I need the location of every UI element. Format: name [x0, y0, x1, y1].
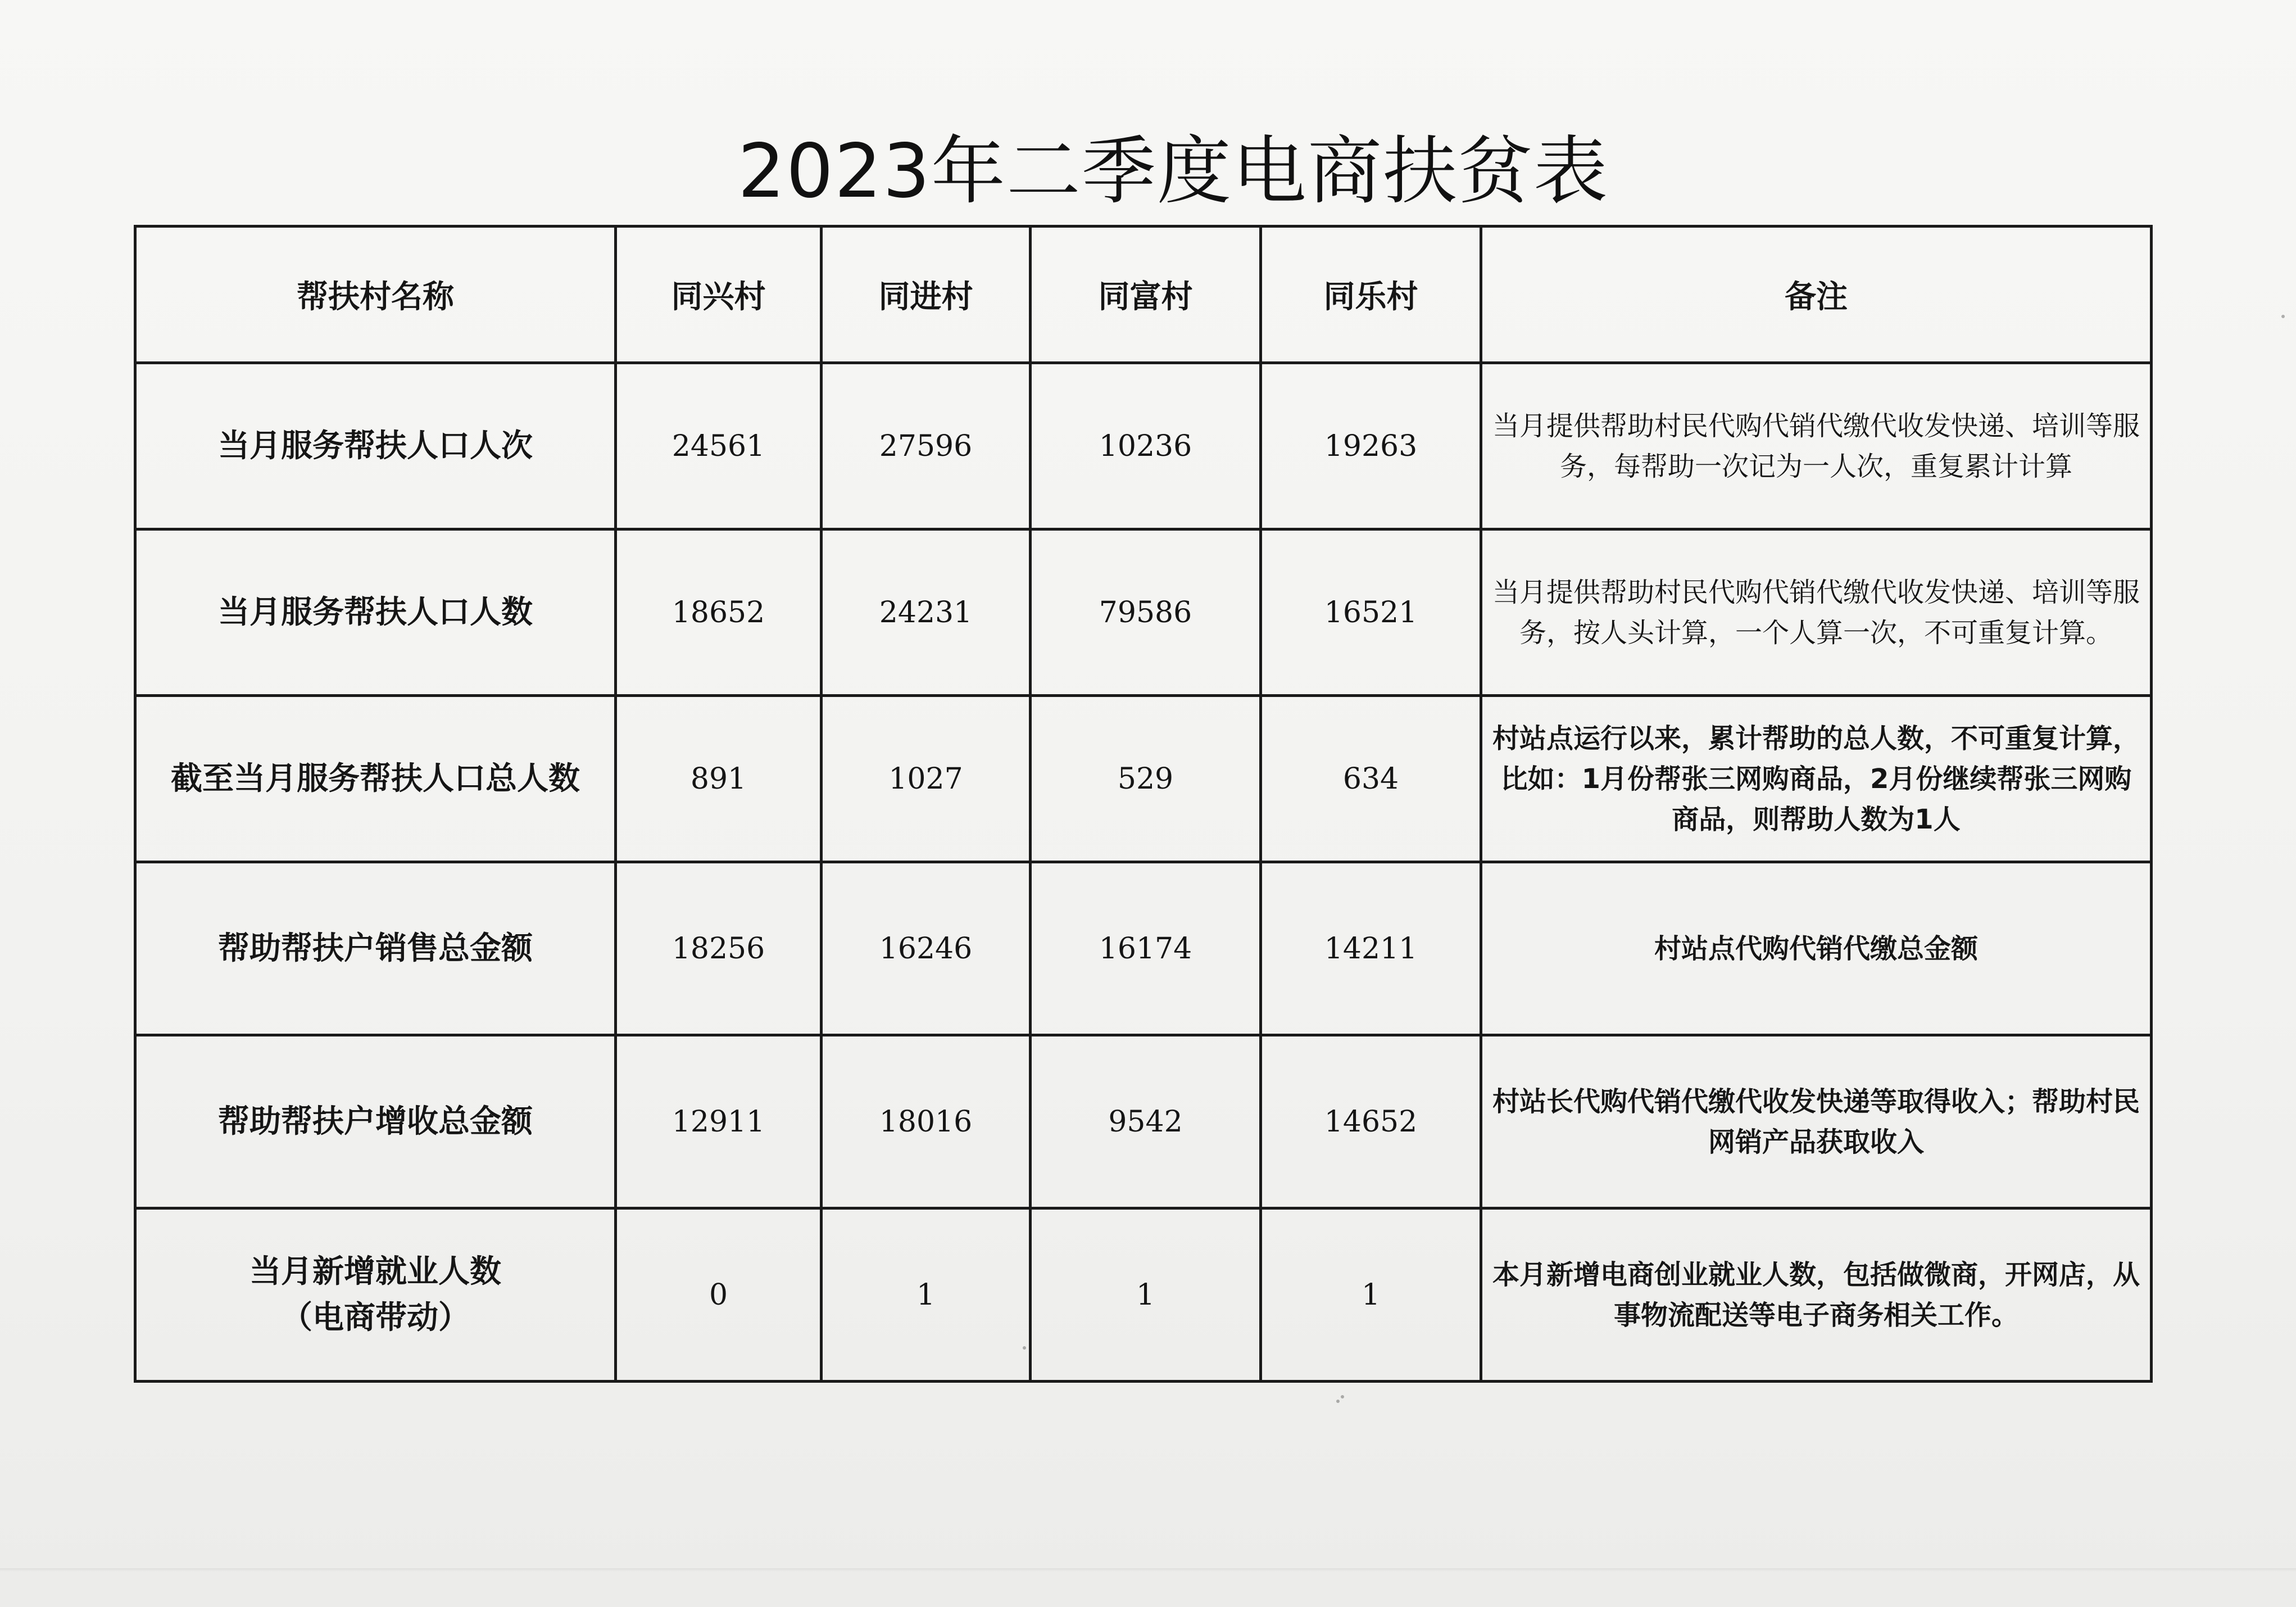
cell-value: 1: [822, 1208, 1031, 1382]
cell-value: 10236: [1031, 363, 1261, 529]
cell-note: 当月提供帮助村民代购代销代缴代收发快递、培训等服务，每帮助一次记为一人次，重复累计计算: [1481, 363, 2152, 529]
cell-value: 12911: [616, 1035, 822, 1208]
cell-value: 16174: [1031, 862, 1261, 1035]
cell-value: 16521: [1261, 529, 1481, 696]
cell-note: 村站长代购代销代缴代收发快递等取得收入；帮助村民网销产品获取收入: [1481, 1035, 2152, 1208]
page-title: 2023年二季度电商扶贫表: [738, 128, 1609, 215]
cell-value: 16246: [822, 862, 1031, 1035]
row-label-line1: 当月新增就业人数: [249, 1253, 501, 1290]
cell-value: 79586: [1031, 529, 1261, 696]
row-label: 帮助帮扶户销售总金额: [135, 862, 616, 1035]
cell-value: 634: [1261, 696, 1481, 862]
cell-note: 当月提供帮助村民代购代销代缴代收发快递、培训等服务，按人头计算，一个人算一次，不可重复计算。: [1481, 529, 2152, 696]
row-label: 当月服务帮扶人口人数: [135, 529, 616, 696]
cell-value: 1027: [822, 696, 1031, 862]
table-row: [135, 1208, 2152, 1382]
cell-value: 27596: [822, 363, 1031, 529]
cell-value: 1: [1261, 1208, 1481, 1382]
row-label: 截至当月服务帮扶人口总人数: [135, 696, 616, 862]
header-tongfu: 同富村: [1031, 227, 1261, 363]
cell-value: 19263: [1261, 363, 1481, 529]
cell-note: 本月新增电商创业就业人数，包括做微商，开网店，从事物流配送等电子商务相关工作。: [1481, 1208, 2152, 1382]
header-tongxing: 同兴村: [616, 227, 822, 363]
cell-value: 18652: [616, 529, 822, 696]
table-row: [135, 363, 2152, 529]
row-label: 帮助帮扶户增收总金额: [135, 1035, 616, 1208]
paper-fold-shadow: [0, 1568, 2296, 1572]
cell-value: 18256: [616, 862, 822, 1035]
cell-value: 14211: [1261, 862, 1481, 1035]
header-tongjin: 同进村: [822, 227, 1031, 363]
cell-value: 14652: [1261, 1035, 1481, 1208]
table-row: [135, 696, 2152, 862]
paper-speck: [1336, 1400, 1340, 1403]
paper-speck: [1341, 1395, 1344, 1398]
cell-value: 1: [1031, 1208, 1261, 1382]
cell-note: 村站点运行以来，累计帮助的总人数，不可重复计算，比如：1月份帮张三网购商品，2月份继续帮张三网购商品，则帮助人数为1人: [1481, 696, 2152, 862]
cell-value: 0: [616, 1208, 822, 1382]
cell-value: 529: [1031, 696, 1261, 862]
paper-speck: [2281, 315, 2285, 318]
header-remarks: 备注: [1481, 227, 2152, 363]
cell-note: 村站点代购代销代缴总金额: [1481, 862, 2152, 1035]
header-village-name: 帮扶村名称: [135, 227, 616, 363]
header-tongle: 同乐村: [1261, 227, 1481, 363]
cell-value: 18016: [822, 1035, 1031, 1208]
table-row: [135, 862, 2152, 1035]
cell-value: 9542: [1031, 1035, 1261, 1208]
cell-value: 891: [616, 696, 822, 862]
row-label: 当月服务帮扶人口人次: [135, 363, 616, 529]
table-row: [135, 529, 2152, 696]
table-row: [135, 1035, 2152, 1208]
poverty-alleviation-table: [134, 225, 2153, 1383]
header-row: [135, 227, 2152, 363]
row-label: [135, 1208, 616, 1382]
cell-value: 24231: [822, 529, 1031, 696]
row-label-line2: （电商带动）: [281, 1299, 470, 1336]
cell-value: 24561: [616, 363, 822, 529]
paper-speck: [1023, 1346, 1026, 1350]
